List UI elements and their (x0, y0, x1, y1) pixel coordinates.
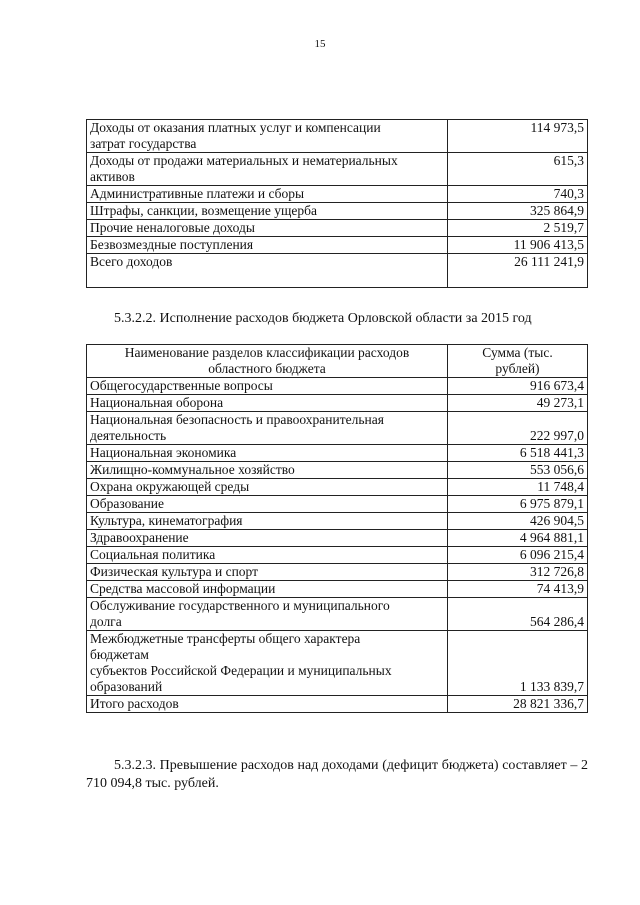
table-row (87, 547, 588, 564)
page-number: 15 (314, 38, 326, 50)
expense-item-value: 6 975 879,1 (448, 496, 588, 513)
expense-item-name: Жилищно-коммунальное хозяйство (87, 462, 448, 479)
expense-table (86, 344, 588, 713)
table-row (87, 581, 588, 598)
income-item-value: 2 519,7 (448, 220, 588, 237)
expense-item-value: 426 904,5 (448, 513, 588, 530)
table-row (87, 496, 588, 513)
table-row (87, 479, 588, 496)
expense-item-value: 6 518 441,3 (448, 445, 588, 462)
table-row (87, 631, 588, 696)
income-item-name: Безвозмездные поступления (87, 237, 448, 254)
column-header-sum: Сумма (тыс. рублей) (448, 345, 588, 378)
table-row (87, 237, 588, 254)
table-row (87, 513, 588, 530)
table-row (87, 254, 588, 288)
expense-item-name: Обслуживание государственного и муниципального долга (87, 598, 448, 631)
expense-item-value: 916 673,4 (448, 378, 588, 395)
income-item-value: 740,3 (448, 186, 588, 203)
expense-item-name: Средства массовой информации (87, 581, 448, 598)
table-row (87, 153, 588, 186)
income-item-name: Доходы от оказания платных услуг и компенсации затрат государства (87, 120, 448, 153)
table-row (87, 462, 588, 479)
expense-item-value: 222 997,0 (448, 412, 588, 445)
expense-item-name: Национальная оборона (87, 395, 448, 412)
expense-item-value: 564 286,4 (448, 598, 588, 631)
expense-item-name: Национальная безопасность и правоохранительная деятельность (87, 412, 448, 445)
column-header-name: Наименование разделов классификации расходов областного бюджета (87, 345, 448, 378)
expense-total-value: 28 821 336,7 (448, 696, 588, 713)
income-item-value: 11 906 413,5 (448, 237, 588, 254)
table-row (87, 530, 588, 547)
expense-section-heading: 5.3.2.2. Исполнение расходов бюджета Орловской области за 2015 год (114, 311, 532, 326)
expense-total-name: Итого расходов (87, 696, 448, 713)
income-item-name: Административные платежи и сборы (87, 186, 448, 203)
expense-item-name: Здравоохранение (87, 530, 448, 547)
expense-item-value: 312 726,8 (448, 564, 588, 581)
expense-item-value: 74 413,9 (448, 581, 588, 598)
table-row (87, 564, 588, 581)
table-row (87, 598, 588, 631)
table-header-row (87, 345, 588, 378)
table-row (87, 220, 588, 237)
expense-item-value: 4 964 881,1 (448, 530, 588, 547)
expense-item-value: 11 748,4 (448, 479, 588, 496)
income-item-name: Штрафы, санкции, возмещение ущерба (87, 203, 448, 220)
expense-item-name: Физическая культура и спорт (87, 564, 448, 581)
table-row (87, 696, 588, 713)
expense-item-name: Национальная экономика (87, 445, 448, 462)
income-item-value: 325 864,9 (448, 203, 588, 220)
deficit-paragraph: 5.3.2.3. Превышение расходов над доходами (дефицит бюджета) составляет – 2 710 094,8 тыс. рублей. (86, 758, 588, 791)
expense-item-value: 6 096 215,4 (448, 547, 588, 564)
income-item-name: Доходы от продажи материальных и нематериальных активов (87, 153, 448, 186)
table-row (87, 445, 588, 462)
income-item-value: 114 973,5 (448, 120, 588, 153)
expense-item-name: Межбюджетные трансферты общего характера бюджетам субъектов Российской Федерации и муниципальных образований (87, 631, 448, 696)
expense-item-name: Культура, кинематография (87, 513, 448, 530)
income-item-name: Прочие неналоговые доходы (87, 220, 448, 237)
income-total-name: Всего доходов (87, 254, 448, 288)
expense-item-name: Общегосударственные вопросы (87, 378, 448, 395)
expense-item-name: Образование (87, 496, 448, 513)
expense-item-name: Социальная политика (87, 547, 448, 564)
table-row (87, 120, 588, 153)
table-row (87, 378, 588, 395)
table-row (87, 395, 588, 412)
expense-item-value: 1 133 839,7 (448, 631, 588, 696)
income-table (86, 119, 588, 288)
table-row (87, 203, 588, 220)
expense-item-value: 553 056,6 (448, 462, 588, 479)
income-item-value: 615,3 (448, 153, 588, 186)
table-row (87, 412, 588, 445)
expense-item-value: 49 273,1 (448, 395, 588, 412)
expense-item-name: Охрана окружающей среды (87, 479, 448, 496)
income-total-value: 26 111 241,9 (448, 254, 588, 288)
table-row (87, 186, 588, 203)
